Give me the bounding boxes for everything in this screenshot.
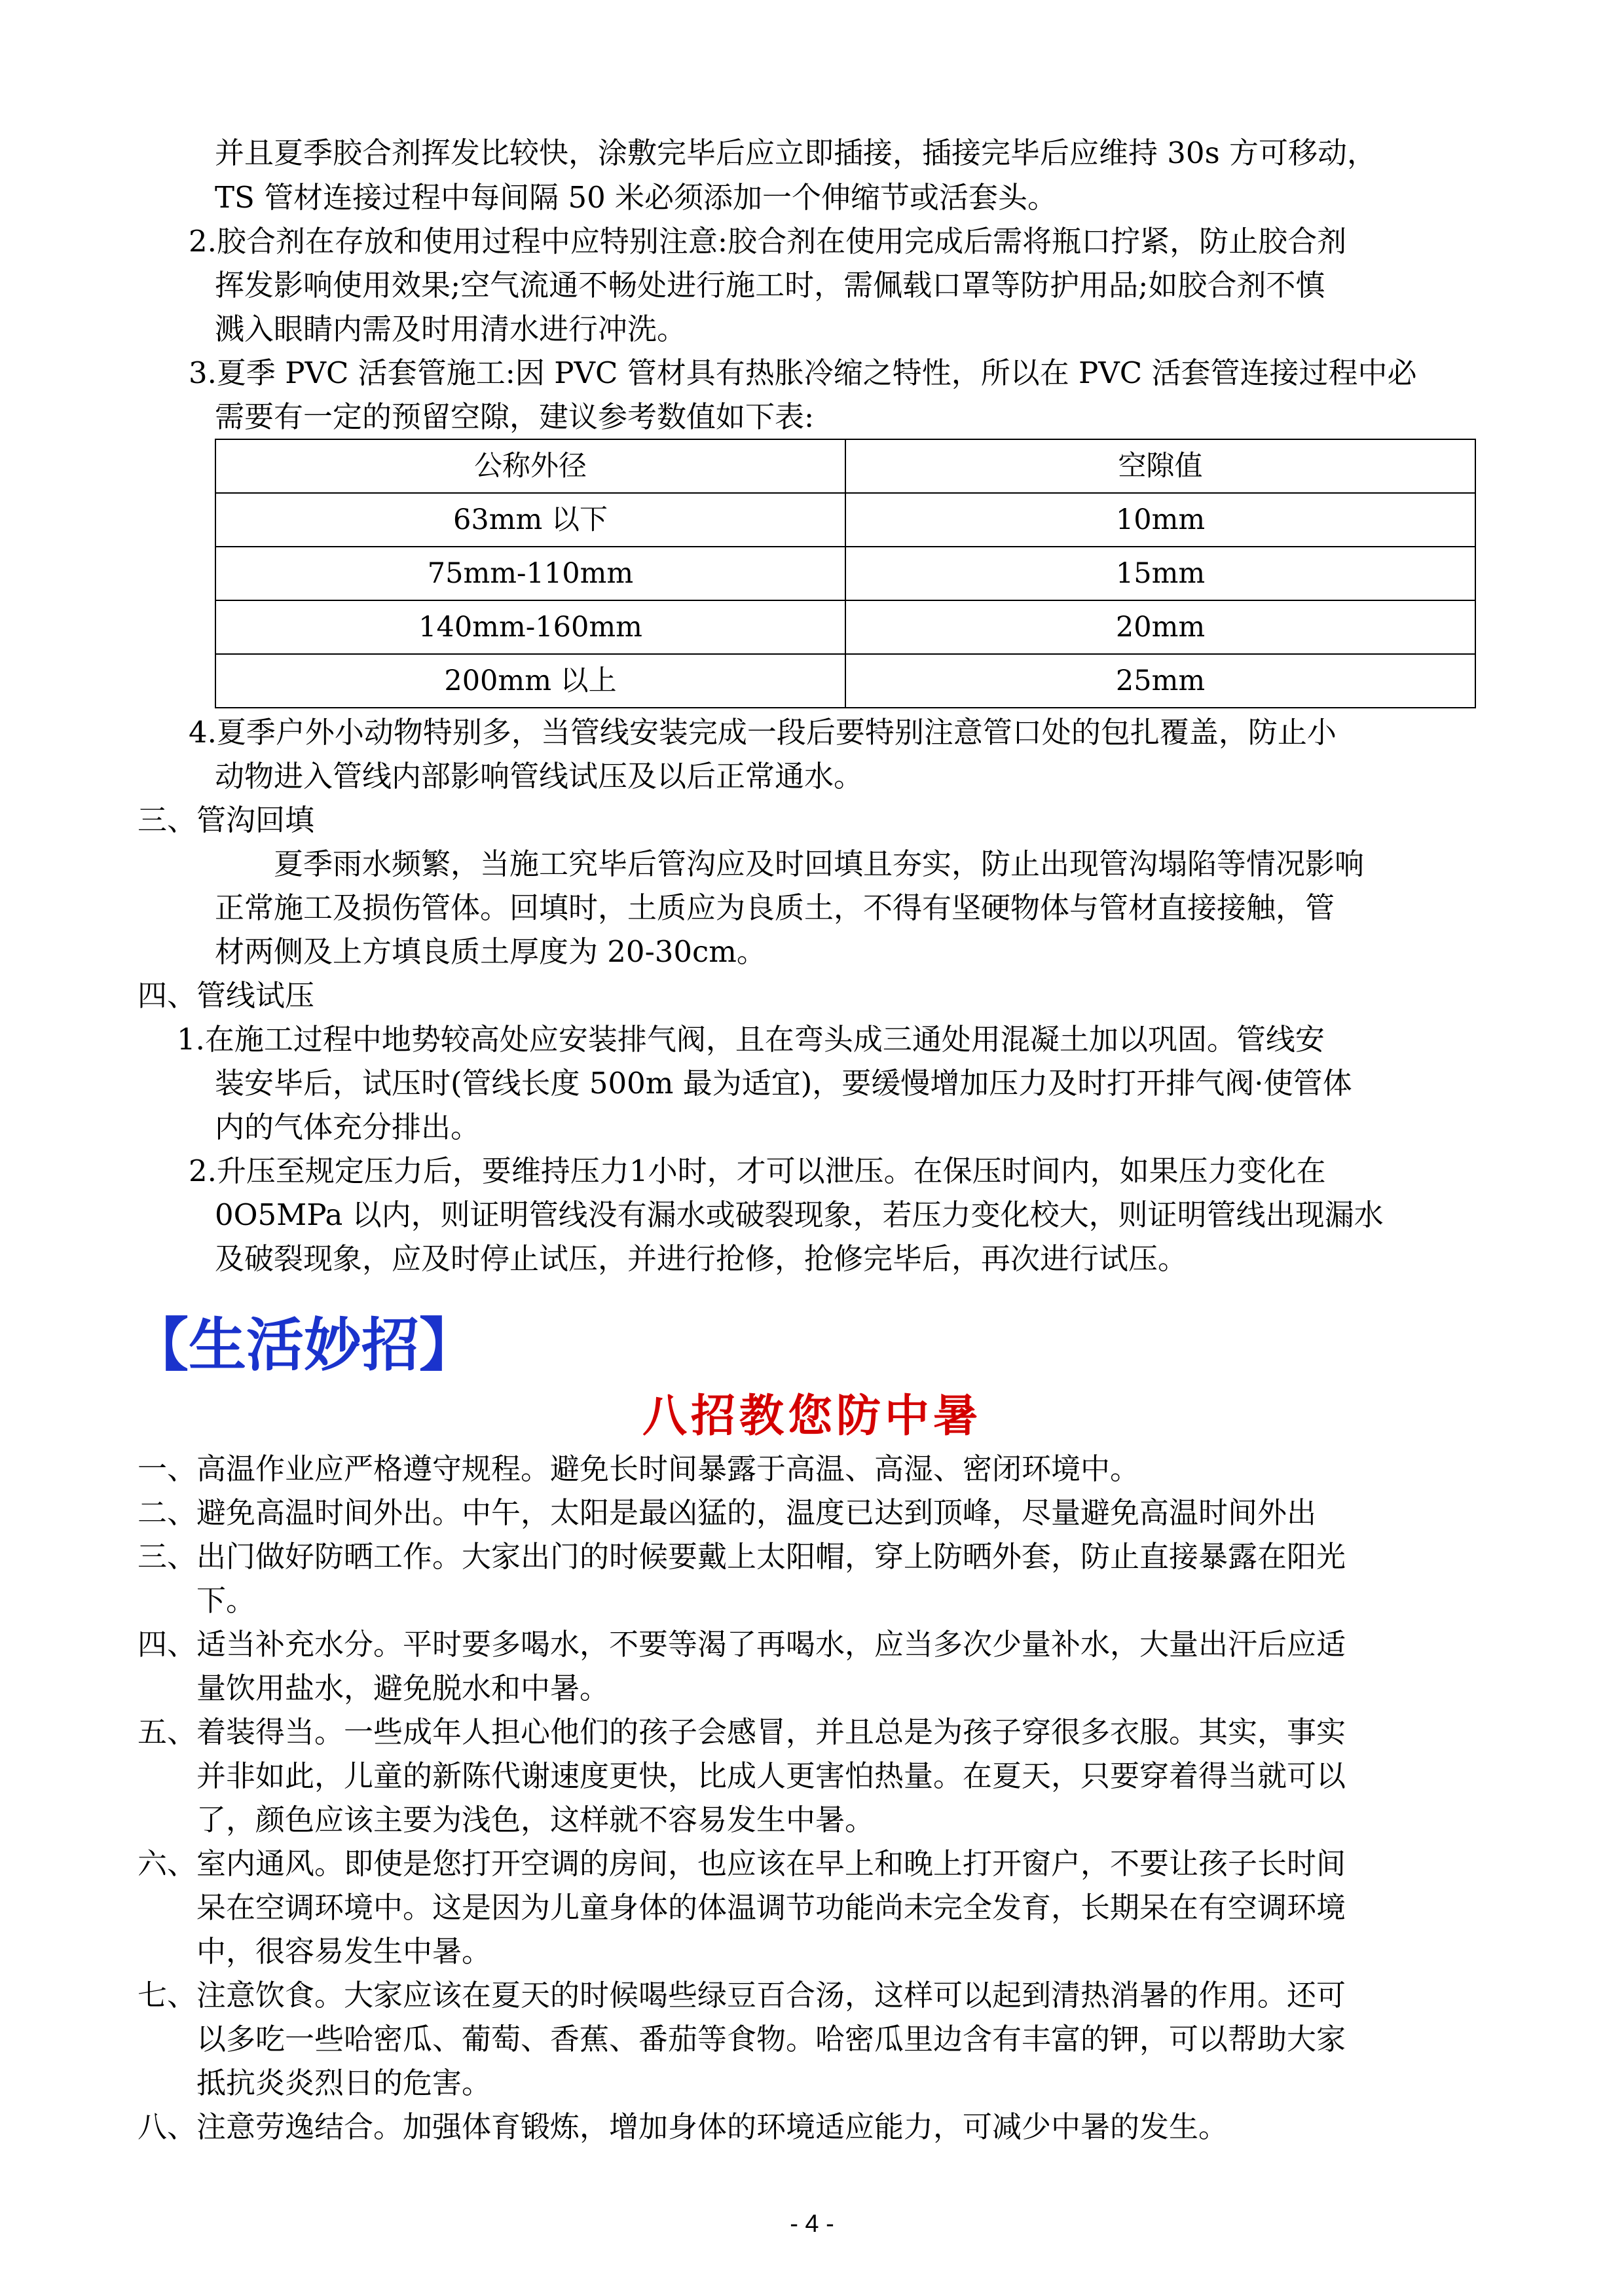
list-item-line: 挥发影响使用效果;空气流通不畅处进行施工时，需佩载口罩等防护用品;如胶合剂不慎 — [215, 268, 1325, 302]
paragraph-line: 并且夏季胶合剂挥发比较快，涂敷完毕后应立即插接，插接完毕后应维持 30s 方可移动， — [215, 136, 1376, 170]
gap-value-table — [215, 439, 1476, 708]
paragraph-line: 夏季雨水频繁，当施工究毕后管沟应及时回填且夯实，防止出现管沟塌陷等情况影响 — [274, 847, 1365, 881]
table-header-row — [215, 439, 1475, 493]
list-item-line: 需要有一定的预留空隙，建议参考数值如下表: — [215, 399, 815, 434]
table-cell: 200mm 以上 — [215, 654, 845, 708]
life-tips-banner: 【生活妙招】 — [131, 1311, 477, 1379]
table-cell: 25mm — [845, 654, 1475, 708]
list-item-line: 及破裂现象，应及时停止试压，并进行抢修，抢修完毕后，再次进行试压。 — [215, 1241, 1188, 1276]
table-header-cell: 公称外径 — [215, 439, 845, 493]
table-cell: 20mm — [845, 600, 1475, 654]
table-header-cell: 空隙值 — [845, 439, 1475, 493]
tip-line: 抵抗炎炎烈日的危害。 — [196, 2066, 492, 2100]
table-cell: 10mm — [845, 493, 1475, 547]
list-item-line: 3.夏季 PVC 活套管施工:因 PVC 管材具有热胀冷缩之特性，所以在 PVC 活套管连接过程中必 — [189, 355, 1417, 390]
section-heading: 四、管线试压 — [138, 978, 315, 1013]
tip-line: 七、注意饮食。大家应该在夏天的时候喝些绿豆百合汤，这样可以起到清热消暑的作用。还可 — [138, 1978, 1346, 2013]
list-item-line: 0O5MPa 以内，则证明管线没有漏水或破裂现象，若压力变化校大，则证明管线出现漏水 — [215, 1197, 1384, 1232]
tip-line: 呆在空调环境中。这是因为儿童身体的体温调节功能尚未完全发育，长期呆在有空调环境 — [196, 1890, 1346, 1925]
page-number: - 4 - — [790, 2210, 834, 2238]
tip-line: 中，很容易发生中暑。 — [196, 1934, 492, 1969]
tip-line: 三、出门做好防晒工作。大家出门的时候要戴上太阳帽，穿上防晒外套，防止直接暴露在阳光 — [138, 1539, 1346, 1574]
table-cell: 140mm-160mm — [215, 600, 845, 654]
tip-line: 下。 — [196, 1583, 256, 1618]
tip-line: 四、适当补充水分。平时要多喝水，不要等渴了再喝水，应当多次少量补水，大量出汗后应适 — [138, 1627, 1346, 1662]
list-item-line: 4.夏季户外小动物特别多，当管线安装完成一段后要特别注意管口处的包扎覆盖，防止小 — [189, 715, 1337, 750]
article-title: 八招教您防中暑 — [642, 1390, 982, 1442]
paragraph-line: TS 管材连接过程中每间隔 50 米必须添加一个伸缩节或活套头。 — [215, 180, 1058, 215]
list-item-line: 溅入眼睛内需及时用清水进行冲洗。 — [215, 312, 687, 346]
list-item-line: 1.在施工过程中地势较高处应安装排气阀，且在弯头成三通处用混凝土加以巩固。管线安 — [177, 1022, 1325, 1057]
table-cell: 63mm 以下 — [215, 493, 845, 547]
table-cell: 75mm-110mm — [215, 547, 845, 600]
tip-line: 八、注意劳逸结合。加强体育锻炼，增加身体的环境适应能力，可减少中暑的发生。 — [138, 2109, 1228, 2144]
section-heading: 三、管沟回填 — [138, 803, 315, 837]
tip-line: 以多吃一些哈密瓜、葡萄、香蕉、番茄等食物。哈密瓜里边含有丰富的钾，可以帮助大家 — [196, 2022, 1346, 2056]
table-row — [215, 547, 1475, 600]
list-item-line: 内的气体充分排出。 — [215, 1110, 481, 1144]
list-item-line: 2.升压至规定压力后，要维持压力1小时，才可以泄压。在保压时间内，如果压力变化在 — [189, 1154, 1326, 1188]
list-item-line: 动物进入管线内部影响管线试压及以后正常通水。 — [215, 759, 864, 793]
table-cell: 15mm — [845, 547, 1475, 600]
paragraph-line: 材两侧及上方填良质土厚度为 20-30cm。 — [215, 934, 766, 969]
list-item-line: 2.胶合剂在存放和使用过程中应特别注意:胶合剂在使用完成后需将瓶口拧紧，防止胶合剂 — [189, 224, 1347, 259]
tip-line: 了，颜色应该主要为浅色，这样就不容易发生中暑。 — [196, 1802, 875, 1837]
list-item-line: 装安毕后，试压时(管线长度 500m 最为适宜)，要缓慢增加压力及时打开排气阀·使管体 — [215, 1066, 1352, 1101]
paragraph-line: 正常施工及损伤管体。回填时，土质应为良质土，不得有坚硬物体与管材直接接触，管 — [215, 890, 1335, 925]
tip-line: 一、高温作业应严格遵守规程。避免长时间暴露于高温、高湿、密闭环境中。 — [138, 1451, 1140, 1486]
table-row — [215, 600, 1475, 654]
table-row — [215, 493, 1475, 547]
tip-line: 并非如此，儿童的新陈代谢速度更快，比成人更害怕热量。在夏天，只要穿着得当就可以 — [196, 1758, 1346, 1793]
tip-line: 二、避免高温时间外出。中午，太阳是最凶猛的，温度已达到顶峰，尽量避免高温时间外出 — [138, 1495, 1317, 1530]
tip-line: 量饮用盐水，避免脱水和中暑。 — [196, 1671, 610, 1705]
table-row — [215, 654, 1475, 708]
tip-line: 六、室内通风。即使是您打开空调的房间，也应该在早上和晚上打开窗户，不要让孩子长时间 — [138, 1846, 1346, 1881]
tip-line: 五、着装得当。一些成年人担心他们的孩子会感冒，并且总是为孩子穿很多衣服。其实，事实 — [138, 1715, 1346, 1749]
